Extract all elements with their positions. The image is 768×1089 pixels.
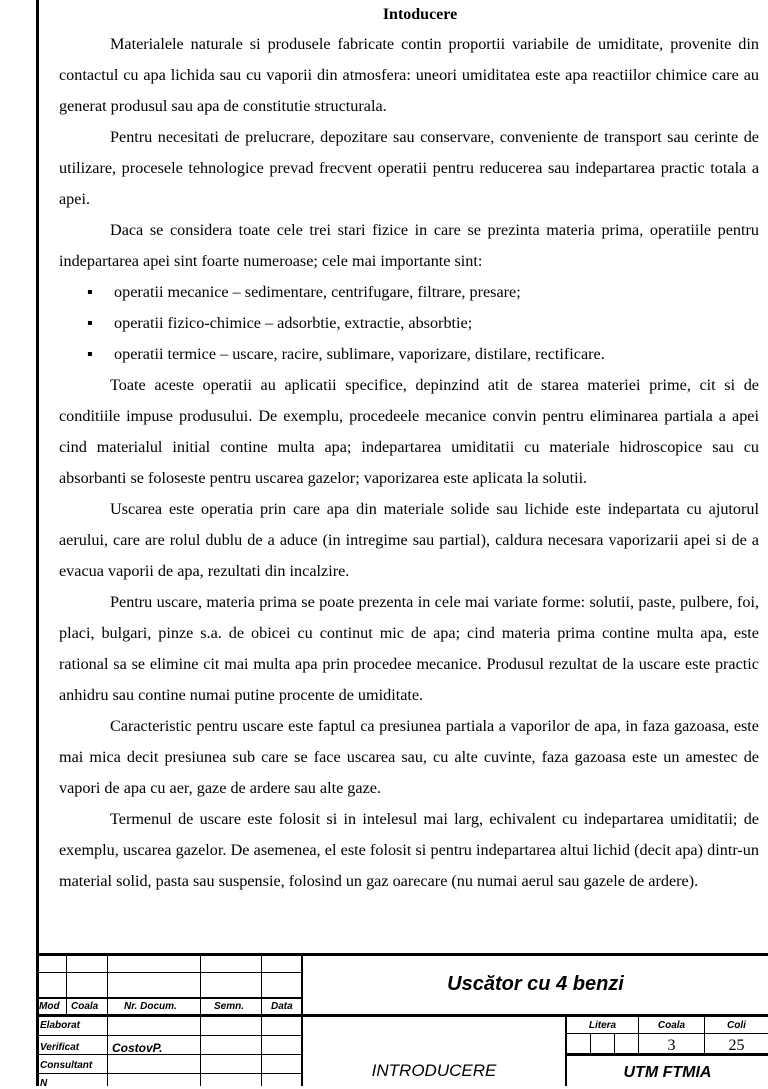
col-coala-label: Coala — [71, 1001, 99, 1012]
grid-line — [37, 997, 302, 999]
grid-line — [565, 1033, 768, 1034]
title-block-top-border — [37, 953, 768, 956]
grid-line — [200, 953, 201, 1086]
row-elaborat-label: Elaborat — [40, 1020, 81, 1031]
grid-line — [37, 1035, 302, 1036]
paragraph: Termenul de uscare este folosit si in intelesul mai larg, echivalent cu indepartarea umiditatii; de exemplu, uscarea gazelor. De asemenea, el este folosit si pentru indepartarea altui lichid (decit apa) dintr-un material solid, pasta sau suspensie, folosind un gaz oarecare (nu numai aerul sau gazele de ardere). — [59, 810, 759, 890]
col-semn-label: Semn. — [214, 1001, 245, 1012]
grid-line — [107, 953, 108, 1086]
section-name: INTRODUCERE — [371, 1061, 497, 1080]
litera-label: Litera — [588, 1020, 617, 1031]
left-frame-border — [36, 0, 39, 1086]
grid-line — [37, 1073, 302, 1074]
col-data-label: Data — [271, 1001, 293, 1012]
grid-line — [37, 972, 302, 973]
list-item-text: operatii termice – uscare, racire, sublimare, vaporizare, distilare, rectificare. — [114, 345, 605, 363]
verificat-name: CostovP. — [112, 1041, 163, 1055]
row-verificat-label: Verificat — [40, 1042, 80, 1053]
bullet-icon: ▪ — [87, 314, 93, 332]
page-heading: Intoducere — [382, 6, 458, 23]
paragraph: Daca se considera toate cele trei stari fizice in care se prezinta materia prima, operatiile pentru indepartarea apei sint foarte numeroase; cele mai importante sint: — [59, 221, 759, 270]
grid-line — [614, 1033, 615, 1053]
bullet-icon: ▪ — [87, 345, 93, 363]
col-mod-label: Mod — [39, 1001, 60, 1012]
paragraph: Uscarea este operatia prin care apa din materiale solide sau lichide este indepartata cu ajutorul aerului, care are rolul dublu de a aduce (in intregime sau partial), caldura necesara vaporizarii apei si de a evacua vaporii de apa, rezultati din incalzire. — [59, 500, 759, 580]
paragraph: Pentru necesitati de prelucrare, depozitare sau conservare, conveniente de transport sau cerinte de utilizare, procesele tehnologice prevad frecvent operatii pentru reducerea sau indepartarea practic totala a apei. — [59, 128, 759, 208]
bullet-icon: ▪ — [87, 283, 93, 301]
list-item-text: operatii mecanice – sedimentare, centrifugare, filtrare, presare; — [114, 283, 521, 301]
grid-line — [37, 1054, 302, 1055]
paragraph: Toate aceste operatii au aplicatii specifice, depinzind atit de starea materiei prime, cit si de conditiile impuse produsului. De exemplu, procedeele mecanice convin pentru eliminarea partiala a apei cind materialul initial contine multa apa; indepartarea umiditatii cu materiale hidroscopice sau cu absorbanti se foloseste pentru uscarea gazelor; vaporizarea este aplicata la solutii. — [59, 376, 759, 487]
coala-value: 3 — [667, 1037, 676, 1054]
grid-line — [66, 953, 67, 1014]
project-title: Uscător cu 4 benzi — [447, 973, 624, 995]
row-partial-label: N — [40, 1078, 48, 1089]
coli-label: Coli — [727, 1020, 746, 1031]
paragraph: Materialele naturale si produsele fabricate contin proportii variabile de umiditate, provenite din contactul cu apa lichida sau cu vaporii din atmosfera: uneori umiditatea este apa reactiilor chimice care au generat produsul sau apa de constitutie structurala. — [59, 35, 759, 115]
grid-line — [261, 953, 262, 1086]
operations-list — [59, 277, 759, 370]
grid-line — [590, 1033, 591, 1053]
list-item-text: operatii fizico-chimice – adsorbtie, extractie, absorbtie; — [114, 314, 473, 332]
paragraph: Caracteristic pentru uscare este faptul ca presiunea partiala a vaporilor de apa, in faza gazoasa, este mai mica decit presiunea sub care se face uscarea sau, cu alte cuvinte, faza gazoasa este un amestec de vapori de apa cu aer, gaze de ardere sau alte gaze. — [59, 717, 759, 797]
row-consultant-label: Consultant — [40, 1060, 93, 1071]
list-item — [59, 339, 759, 370]
paragraph: Pentru uscare, materia prima se poate prezenta in cele mai variate forme: solutii, paste, pulbere, foi, placi, bulgari, pinze s.a. de obicei cu continut mic de apa; cind materia prima contine multa apa, este rational sa se elimine cit mai multa apa prin procedee mecanice. Produsul rezultat de la uscare este practic anhidru sau contine numai putine procente de umiditate. — [59, 593, 759, 704]
grid-line — [37, 1014, 768, 1017]
list-item — [59, 308, 759, 339]
document-body — [59, 29, 759, 897]
coli-value: 25 — [728, 1037, 745, 1054]
title-block — [37, 953, 768, 1089]
institution-name: UTM FTMIA — [623, 1064, 712, 1081]
list-item — [59, 277, 759, 308]
col-nr-docum-label: Nr. Docum. — [124, 1001, 177, 1012]
coala-label: Coala — [657, 1020, 686, 1031]
